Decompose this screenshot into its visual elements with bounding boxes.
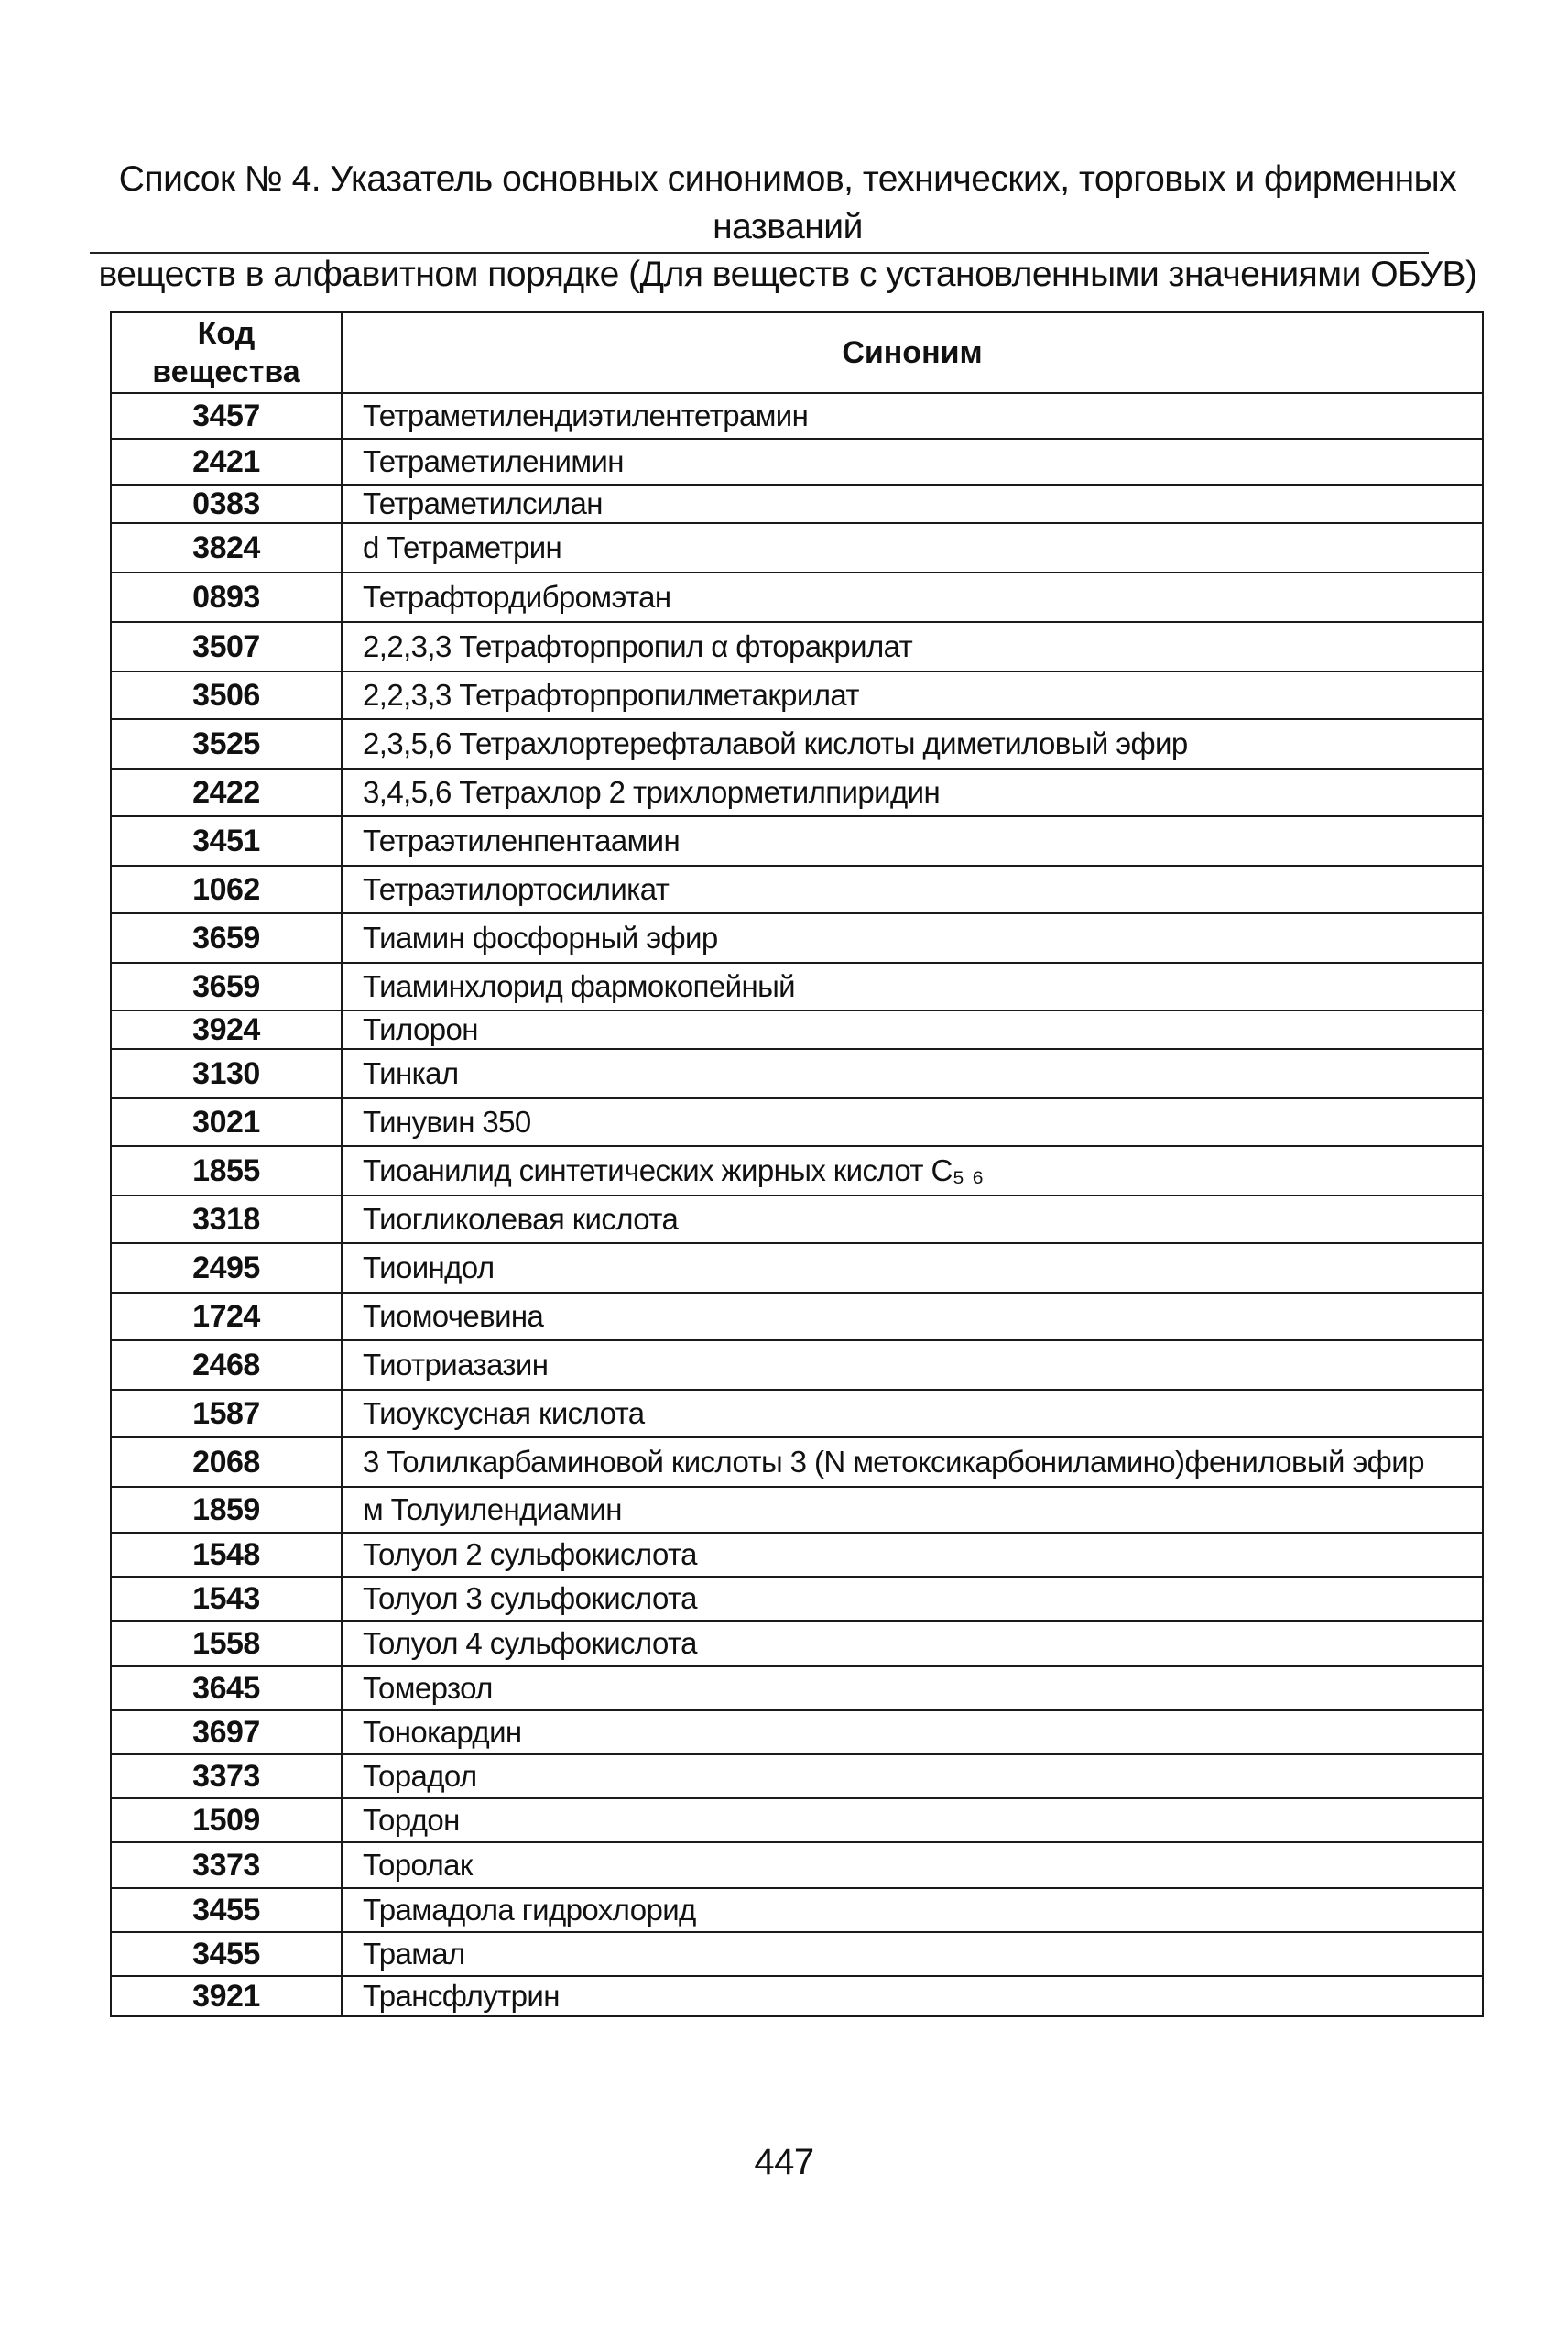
table-row xyxy=(111,393,1483,439)
header-divider xyxy=(90,252,1429,254)
substance-synonym: Тиоанилид синтетических жирных кислот C₅ ₆ xyxy=(342,1146,1483,1196)
table-row xyxy=(111,1293,1483,1340)
substance-synonym: Тиотриазазин xyxy=(342,1340,1483,1390)
substance-synonym: 2,3,5,6 Тетрахлортерефталавой кислоты диметиловый эфир xyxy=(342,719,1483,769)
table-row xyxy=(111,1487,1483,1533)
substance-synonym: Тетраметилсилан xyxy=(342,485,1483,523)
substance-synonym: Торолак xyxy=(342,1842,1483,1888)
substance-synonym: Тилорон xyxy=(342,1010,1483,1049)
substance-synonym: м Толуилендиамин xyxy=(342,1487,1483,1533)
substance-synonym: Томерзол xyxy=(342,1666,1483,1710)
substance-synonym: 3,4,5,6 Тетрахлор 2 трихлорметилпиридин xyxy=(342,769,1483,816)
table-row xyxy=(111,1390,1483,1437)
page-number: 447 xyxy=(754,2142,814,2182)
substance-synonym: Тетраэтилортосиликат xyxy=(342,866,1483,913)
table-row xyxy=(111,1243,1483,1293)
substance-code: 3697 xyxy=(111,1710,342,1754)
substance-synonym: Тинкал xyxy=(342,1049,1483,1098)
substance-code: 3507 xyxy=(111,622,342,672)
table-row xyxy=(111,913,1483,963)
substance-synonym: Тиогликолевая кислота xyxy=(342,1196,1483,1243)
table-row xyxy=(111,573,1483,622)
substance-synonym: Торадол xyxy=(342,1754,1483,1798)
substance-synonym: Трамал xyxy=(342,1932,1483,1976)
substance-synonym: Тетраметиленимин xyxy=(342,439,1483,485)
table-row xyxy=(111,963,1483,1010)
table-row xyxy=(111,1888,1483,1932)
substance-code: 3921 xyxy=(111,1976,342,2016)
substance-synonym: 3 Толилкарбаминовой кислоты 3 (N метоксикарбониламино)фениловый эфир xyxy=(342,1437,1483,1487)
title-line-2: веществ в алфавитном порядке (Для веществ с установленными значениями ОБУВ) xyxy=(98,255,1477,294)
table-header-row xyxy=(111,312,1483,393)
column-header-synonym: Синоним xyxy=(342,312,1483,393)
table-row xyxy=(111,1577,1483,1621)
column-header-code: Код вещества xyxy=(111,312,342,393)
synonyms-table xyxy=(110,311,1484,2017)
substance-synonym: Тетраметилендиэтилентетрамин xyxy=(342,393,1483,439)
table-row xyxy=(111,1666,1483,1710)
substance-code: 3455 xyxy=(111,1932,342,1976)
substance-synonym: d Тетраметрин xyxy=(342,523,1483,573)
table-row xyxy=(111,1010,1483,1049)
table-row xyxy=(111,1842,1483,1888)
table-row xyxy=(111,1976,1483,2016)
table-row xyxy=(111,769,1483,816)
substance-synonym: Тетрафтордибромэтан xyxy=(342,573,1483,622)
substance-synonym: Трамадола гидрохлорид xyxy=(342,1888,1483,1932)
substance-code: 3659 xyxy=(111,963,342,1010)
substance-code: 3506 xyxy=(111,672,342,719)
substance-synonym: Тордон xyxy=(342,1798,1483,1842)
table-row xyxy=(111,485,1483,523)
table-row xyxy=(111,1533,1483,1577)
substance-synonym: Трансфлутрин xyxy=(342,1976,1483,2016)
substance-synonym: Тетраэтиленпентаамин xyxy=(342,816,1483,866)
substance-synonym: Тиомочевина xyxy=(342,1293,1483,1340)
substance-synonym: Тиамин фосфорный эфир xyxy=(342,913,1483,963)
substance-synonym: Тиоуксусная кислота xyxy=(342,1390,1483,1437)
substance-code: 3924 xyxy=(111,1010,342,1049)
table-row xyxy=(111,1340,1483,1390)
substance-code: 3130 xyxy=(111,1049,342,1098)
substance-code: 0893 xyxy=(111,573,342,622)
table-row xyxy=(111,1754,1483,1798)
substance-code: 1587 xyxy=(111,1390,342,1437)
substance-code: 2468 xyxy=(111,1340,342,1390)
substance-code: 0383 xyxy=(111,485,342,523)
substance-code: 3021 xyxy=(111,1098,342,1146)
table-row xyxy=(111,1798,1483,1842)
substance-code: 1859 xyxy=(111,1487,342,1533)
table-row xyxy=(111,816,1483,866)
table-row xyxy=(111,672,1483,719)
substance-code: 1062 xyxy=(111,866,342,913)
table-row xyxy=(111,1146,1483,1196)
substance-synonym: Толуол 2 сульфокислота xyxy=(342,1533,1483,1577)
substance-synonym: Тиоиндол xyxy=(342,1243,1483,1293)
table-row xyxy=(111,719,1483,769)
table-row xyxy=(111,622,1483,672)
table-row xyxy=(111,1621,1483,1666)
substance-synonym: Толуол 4 сульфокислота xyxy=(342,1621,1483,1666)
substance-code: 2068 xyxy=(111,1437,342,1487)
substance-code: 1558 xyxy=(111,1621,342,1666)
page-title xyxy=(92,156,1484,299)
substance-code: 2422 xyxy=(111,769,342,816)
substance-code: 1855 xyxy=(111,1146,342,1196)
table-row xyxy=(111,523,1483,573)
substance-synonym: 2,2,3,3 Тетрафторпропилметакрилат xyxy=(342,672,1483,719)
table-row xyxy=(111,439,1483,485)
substance-code: 3659 xyxy=(111,913,342,963)
table-row xyxy=(111,1437,1483,1487)
substance-code: 3451 xyxy=(111,816,342,866)
table-row xyxy=(111,1049,1483,1098)
substance-code: 1543 xyxy=(111,1577,342,1621)
substance-code: 2421 xyxy=(111,439,342,485)
table-row xyxy=(111,1710,1483,1754)
substance-code: 3645 xyxy=(111,1666,342,1710)
substance-code: 3318 xyxy=(111,1196,342,1243)
substance-synonym: Тиаминхлорид фармокопейный xyxy=(342,963,1483,1010)
substance-code: 3373 xyxy=(111,1754,342,1798)
table-row xyxy=(111,1196,1483,1243)
substance-synonym: Тинувин 350 xyxy=(342,1098,1483,1146)
substance-code: 3373 xyxy=(111,1842,342,1888)
substance-synonym: Тонокардин xyxy=(342,1710,1483,1754)
title-line-1: Список № 4. Указатель основных синонимов, технических, торговых и фирменных названий xyxy=(118,159,1457,246)
substance-synonym: 2,2,3,3 Тетрафторпропил α фторакрилат xyxy=(342,622,1483,672)
substance-code: 3457 xyxy=(111,393,342,439)
substance-synonym: Толуол 3 сульфокислота xyxy=(342,1577,1483,1621)
substance-code: 3525 xyxy=(111,719,342,769)
table-row xyxy=(111,1098,1483,1146)
substance-code: 1548 xyxy=(111,1533,342,1577)
substance-code: 1509 xyxy=(111,1798,342,1842)
substance-code: 1724 xyxy=(111,1293,342,1340)
table-row xyxy=(111,1932,1483,1976)
substance-code: 3455 xyxy=(111,1888,342,1932)
substance-code: 3824 xyxy=(111,523,342,573)
table-body xyxy=(111,393,1483,2016)
table-row xyxy=(111,866,1483,913)
substance-code: 2495 xyxy=(111,1243,342,1293)
